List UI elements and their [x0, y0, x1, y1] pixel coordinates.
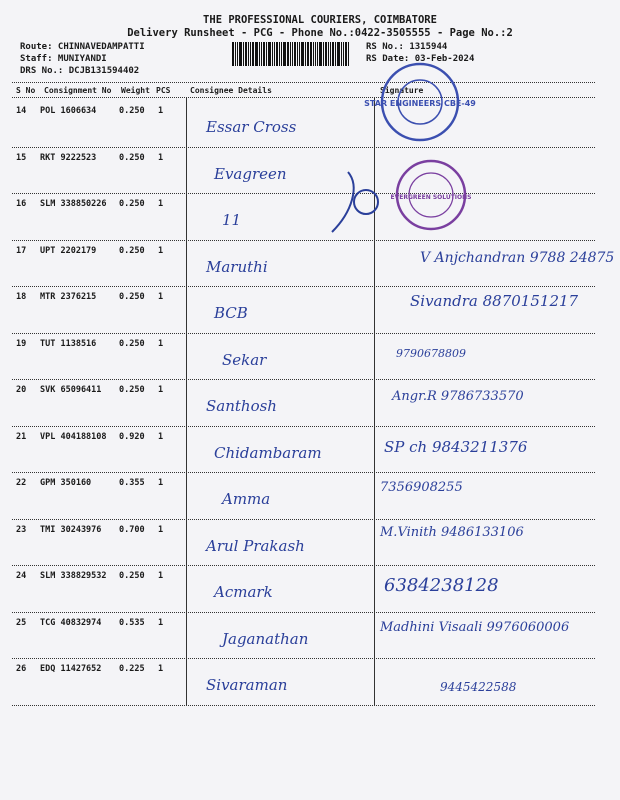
row-weight: 0.225: [119, 664, 145, 674]
row-signature-handwritten: 9445422588: [440, 680, 517, 694]
row-consignment-no: RKT 9222523: [40, 152, 97, 163]
table-row: [0, 379, 600, 426]
row-weight: 0.250: [119, 199, 145, 209]
row-pcs: 1: [158, 385, 164, 395]
row-sno: 14: [16, 106, 27, 116]
rs-number: RS No.: 1315944: [366, 42, 448, 52]
handwritten-bracket: [320, 168, 390, 238]
row-sno: 25: [16, 617, 27, 628]
row-consignment-no: MTR 2376215: [40, 292, 97, 302]
row-consignee-handwritten: Acmark: [214, 583, 273, 601]
row-pcs: 1: [158, 524, 164, 535]
row-consignment-no: TCG 40832974: [40, 617, 102, 628]
row-consignment-no: TMI 30243976: [40, 524, 102, 535]
row-sno: 22: [16, 478, 27, 488]
row-weight: 0.250: [119, 385, 145, 395]
table-row: [0, 426, 600, 473]
drs-text: DRS No.: DCJB131594402: [20, 66, 140, 76]
table-row: [0, 519, 600, 566]
table-row: [0, 612, 600, 659]
col-header-signature: Signature: [380, 86, 424, 95]
row-weight: 0.250: [119, 152, 145, 163]
row-signature-handwritten: 6384238128: [384, 575, 499, 596]
row-weight: 0.250: [119, 292, 145, 302]
rs-date: RS Date: 03-Feb-2024: [366, 54, 475, 64]
row-sno: 21: [16, 431, 27, 442]
row-weight: 0.250: [119, 338, 145, 349]
row-sno: 20: [16, 385, 27, 395]
col-header-weight: Weight: [121, 86, 150, 95]
table-row: [0, 147, 600, 194]
star-engineers-stamp: [364, 60, 476, 144]
row-pcs: 1: [158, 664, 164, 674]
row-signature-handwritten: 7356908255: [380, 480, 463, 495]
col-header-consignment: Consignment No: [44, 86, 112, 95]
row-consignment-no: TUT 1138516: [40, 338, 97, 349]
row-signature-handwritten: Sivandra 8870151217: [410, 292, 579, 310]
row-divider: [12, 705, 595, 706]
runsheet-subtitle: Delivery Runsheet - PCG - Phone No.:0422-3505555 - Page No.:2: [127, 27, 513, 39]
table-row: [0, 240, 615, 287]
row-weight: 0.920: [119, 431, 145, 442]
row-sno: 23: [16, 524, 27, 535]
row-consignee-handwritten: Amma: [222, 490, 271, 508]
evergreen-stamp: [390, 157, 472, 233]
row-pcs: 1: [158, 338, 164, 349]
row-signature-handwritten: M.Vinith 9486133106: [380, 524, 524, 540]
row-weight: 0.535: [119, 617, 145, 628]
row-consignee-handwritten: Santhosh: [206, 397, 277, 415]
staff-text: Staff: MUNIYANDI: [20, 54, 107, 64]
row-consignment-no: UPT 2202179: [40, 245, 97, 256]
row-consignee-handwritten: Essar Cross: [206, 118, 297, 136]
row-consignee-handwritten: Jaganathan: [222, 629, 309, 648]
row-consignment-no: GPM 350160: [40, 478, 92, 488]
table-row: [0, 565, 600, 612]
row-pcs: 1: [158, 478, 164, 488]
row-sno: 24: [16, 571, 27, 581]
row-consignee-handwritten: Sekar: [222, 350, 267, 369]
row-signature-handwritten: SP ch 9843211376: [384, 437, 528, 456]
table-row: [0, 100, 600, 147]
table-row: [0, 193, 600, 240]
table-row: [0, 333, 600, 380]
row-weight: 0.250: [119, 571, 145, 581]
col-header-sno: S No: [16, 86, 36, 95]
header-rule-bottom: [12, 97, 595, 98]
col-header-pcs: PCS: [156, 86, 171, 95]
row-pcs: 1: [158, 617, 164, 628]
row-consignment-no: POL 1606634: [40, 106, 97, 116]
row-consignment-no: SVK 65096411: [40, 385, 102, 395]
row-weight: 0.355: [119, 478, 145, 488]
row-consignment-no: VPL 404188108: [40, 431, 107, 442]
row-pcs: 1: [158, 431, 164, 442]
row-consignee-handwritten: Maruthi: [206, 257, 268, 276]
row-signature-handwritten: 9790678809: [396, 346, 466, 360]
row-weight: 0.250: [119, 106, 145, 116]
row-weight: 0.250: [119, 245, 145, 256]
stamp-top-text: STAR ENGINEERS CBE-49: [364, 99, 476, 108]
row-pcs: 1: [158, 245, 164, 256]
row-consignee-handwritten: Evagreen: [214, 164, 287, 183]
row-consignee-handwritten: 11: [222, 211, 242, 229]
row-consignment-no: SLM 338850226: [40, 199, 107, 209]
barcode: [232, 42, 360, 66]
row-signature-handwritten: Angr.R 9786733570: [392, 389, 524, 404]
row-consignee-handwritten: Arul Prakash: [206, 536, 305, 555]
row-sno: 15: [16, 152, 27, 163]
company-title: THE PROFESSIONAL COURIERS, COIMBATORE: [203, 14, 437, 26]
row-sno: 18: [16, 292, 27, 302]
route-text: Route: CHINNAVEDAMPATTI: [20, 42, 145, 52]
row-consignee-handwritten: Sivaraman: [206, 676, 288, 694]
row-pcs: 1: [158, 292, 164, 302]
row-consignee-handwritten: Chidambaram: [214, 443, 322, 462]
row-weight: 0.700: [119, 524, 145, 535]
row-sno: 19: [16, 338, 27, 349]
row-signature-handwritten: V Anjchandran 9788 24875: [420, 249, 615, 266]
row-consignment-no: SLM 338829532: [40, 571, 107, 581]
header-rule-top: [12, 82, 595, 83]
row-consignment-no: EDQ 11427652: [40, 664, 102, 674]
table-row: [0, 658, 600, 705]
row-sno: 16: [16, 199, 27, 209]
row-consignee-handwritten: BCB: [214, 304, 248, 322]
table-row: [0, 472, 600, 519]
row-pcs: 1: [158, 106, 164, 116]
col-header-consignee: Consignee Details: [190, 86, 272, 95]
row-pcs: 1: [158, 199, 164, 209]
row-pcs: 1: [158, 571, 164, 581]
stamp-mid-text: EVERGREEN SOLUTIONS: [390, 194, 472, 201]
row-sno: 26: [16, 664, 27, 674]
table-row: [0, 286, 600, 333]
row-pcs: 1: [158, 152, 164, 163]
row-signature-handwritten: Madhini Visaali 9976060006: [380, 619, 570, 635]
row-sno: 17: [16, 245, 27, 256]
